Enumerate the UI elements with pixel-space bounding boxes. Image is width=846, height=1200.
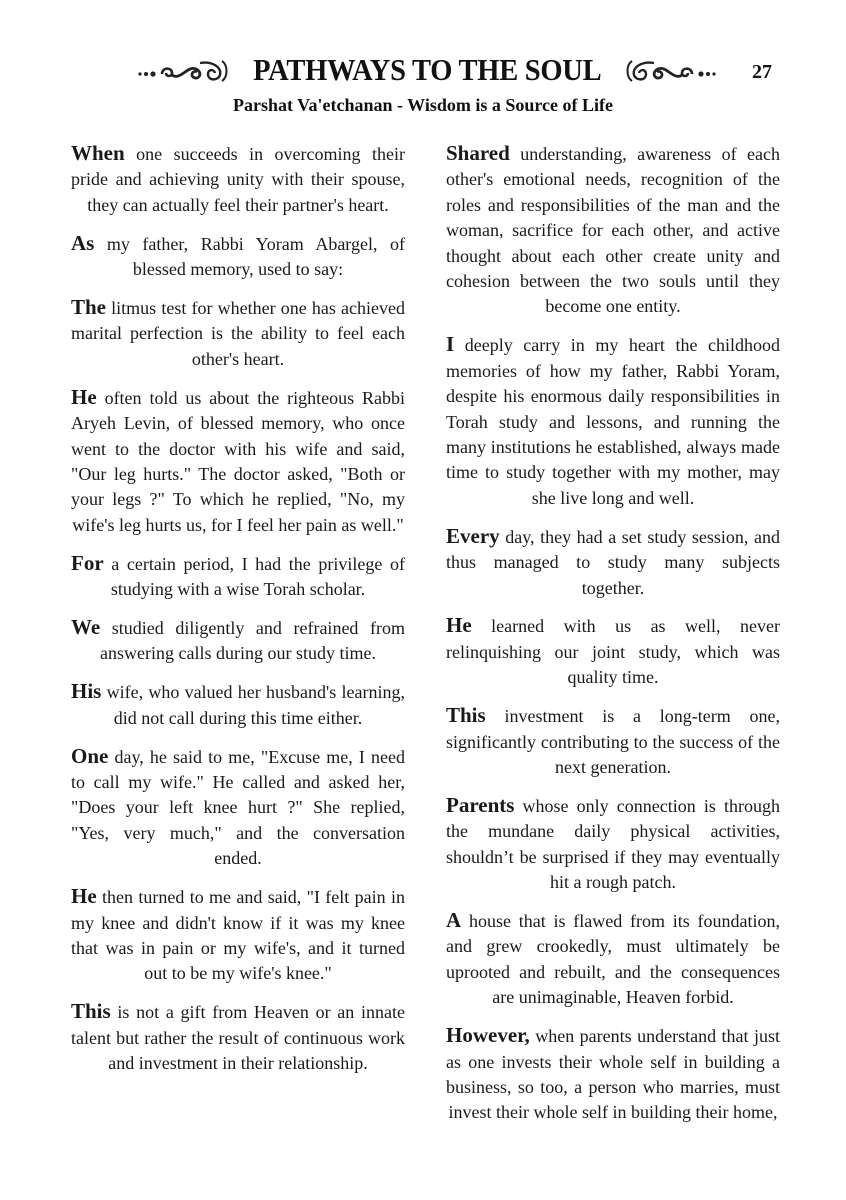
paragraph bbox=[71, 295, 405, 372]
lead-word: As bbox=[71, 230, 95, 255]
paragraph bbox=[446, 524, 780, 601]
lead-word: When bbox=[71, 141, 125, 165]
paragraph bbox=[71, 231, 405, 283]
paragraph-text: learned with us as well, never relinquishing our joint study, which was quality time. bbox=[446, 616, 780, 688]
paragraph bbox=[446, 332, 780, 511]
paragraph-text: is not a gift from Heaven or an innate talent but rather the result of continuous work and investment in their relationship. bbox=[71, 1002, 405, 1074]
right-column bbox=[446, 141, 780, 1138]
paragraph-text: then turned to me and said, "I felt pain in my knee and didn't know if it was my knee that was in pain or my wife's, and it turned out to be my wife's knee." bbox=[71, 887, 405, 984]
paragraph-text: litmus test for whether one has achieved marital perfection is the ability to feel each other's heart. bbox=[71, 298, 405, 369]
paragraph bbox=[71, 615, 405, 667]
paragraph-text: understanding, awareness of each other's emotional needs, recognition of the roles and responsibilities of the man and the woman, sacrifice for each other, and active thought about each other create unity and cohesion between the two souls until they become one entity. bbox=[446, 144, 780, 317]
lead-word: I bbox=[446, 332, 455, 357]
lead-word: He bbox=[446, 613, 472, 638]
paragraph bbox=[446, 908, 780, 1011]
running-header bbox=[132, 52, 722, 88]
page-number: 27 bbox=[752, 61, 772, 83]
paragraph bbox=[71, 141, 405, 218]
paragraph-text: when parents understand that just as one invests their whole self in building a business, so too, a person who marries, must invest their whole self in building their home, bbox=[446, 1026, 780, 1123]
flourish-left-icon bbox=[136, 55, 232, 85]
paragraph-text: my father, Rabbi Yoram Abargel, of blessed memory, used to say: bbox=[94, 233, 405, 280]
paragraph bbox=[446, 703, 780, 780]
paragraph bbox=[446, 1023, 780, 1126]
lead-word: A bbox=[446, 907, 462, 932]
lead-word: Shared bbox=[446, 141, 510, 165]
lead-word: However, bbox=[446, 1023, 530, 1048]
paragraph-text: house that is flawed from its foundation, and grew crookedly, must ultimately be uprooted and rebuilt, and the consequences are unimaginable, Heaven forbid. bbox=[446, 910, 780, 1008]
paragraph-text: whose only connection is through the mundane daily physical activities, shouldn’t be surprised if they may eventually hit a rough patch. bbox=[446, 795, 780, 893]
paragraph bbox=[71, 744, 405, 872]
paragraph-text: investment is a long-term one, significantly contributing to the success of the next generation. bbox=[446, 706, 780, 777]
section-subtitle: Parshat Va'etchanan - Wisdom is a Source of Life bbox=[232, 95, 614, 115]
lead-word: We bbox=[71, 615, 101, 639]
lead-word: For bbox=[71, 550, 104, 575]
publication-title: PATHWAYS TO THE SOUL bbox=[252, 52, 602, 87]
paragraph-text: one succeeds in overcoming their pride and achieving unity with their spouse, they can actually feel their partner's heart. bbox=[71, 144, 405, 215]
paragraph-text: often told us about the righteous Rabbi Aryeh Levin, of blessed memory, who once went to the doctor with his wife and said, "Our leg hurts." The doctor asked, "Both or your legs ?" To which he replied, "No, my wife's leg hurts us, for I feel her pain as well." bbox=[71, 387, 405, 535]
lead-word: His bbox=[71, 679, 102, 704]
lead-word: The bbox=[71, 295, 107, 320]
paragraph bbox=[71, 551, 405, 603]
paragraph bbox=[446, 613, 780, 690]
lead-word: This bbox=[446, 703, 486, 728]
paragraph bbox=[71, 679, 405, 731]
paragraph-text: deeply carry in my heart the childhood memories of how my father, Rabbi Yoram, despite his enormous daily responsibilities in Torah study and lessons, and running the many institutions he established, always made time to study together with my mother, may she live long and well. bbox=[446, 335, 780, 508]
paragraph-text: wife, who valued her husband's learning, did not call during this time either. bbox=[101, 682, 405, 728]
lead-word: He bbox=[71, 384, 97, 409]
paragraph bbox=[71, 999, 405, 1076]
lead-word: Every bbox=[446, 523, 500, 548]
paragraph-text: day, he said to me, "Excuse me, I need to call my wife." He called and asked her, "Does your left knee hurt ?" She replied, "Yes, very much," and the conversation ended. bbox=[71, 746, 405, 869]
lead-word: This bbox=[71, 999, 111, 1024]
left-column bbox=[71, 141, 405, 1089]
paragraph bbox=[71, 884, 405, 987]
lead-word: Parents bbox=[446, 792, 515, 817]
page-header bbox=[0, 52, 846, 92]
paragraph-text: studied diligently and refrained from answering calls during our study time. bbox=[100, 618, 405, 664]
paragraph bbox=[446, 141, 780, 320]
lead-word: He bbox=[71, 884, 97, 909]
paragraph-text: a certain period, I had the privilege of studying with a wise Torah scholar. bbox=[103, 553, 405, 600]
lead-word: One bbox=[71, 743, 109, 768]
flourish-right-icon bbox=[622, 55, 718, 85]
paragraph-text: day, they had a set study session, and thus managed to study many subjects together. bbox=[446, 526, 780, 598]
paragraph bbox=[71, 385, 405, 538]
paragraph bbox=[446, 793, 780, 896]
